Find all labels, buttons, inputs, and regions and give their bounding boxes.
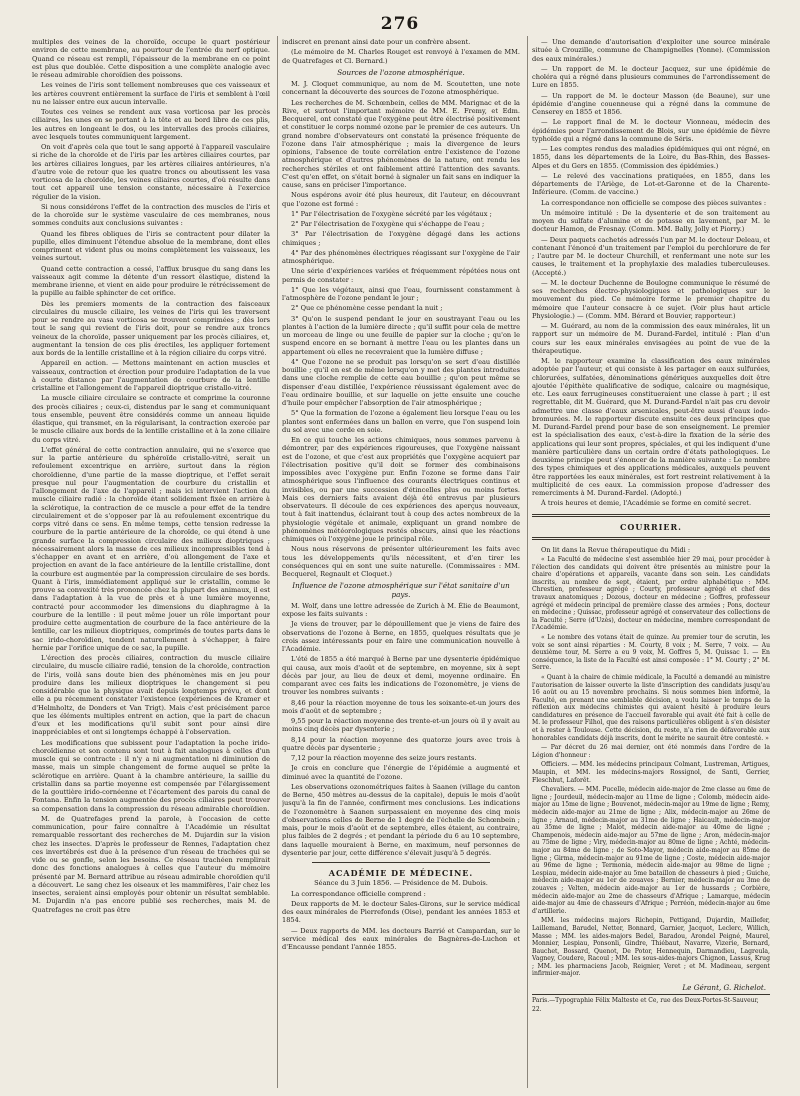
- column-1: [32, 38, 270, 1086]
- paragraph: M. le rapporteur examine la classification des eaux minérales adoptée par l'auteur, et qui consiste à les partager en eaux sulfurées, chlorurées, sulfatées, dénominations génériques auxquelles doit être ajoutée l'épithète qualificative de sodique, calcaire ou magnésique, etc. Les eaux ferrugineuses constitueraient une classe à part ; il est regrettable, dit M. Guérard, que M. Durand-Fardel n'ait pas cru devoir admettre une classe d'eaux arsenicales, peut-être aussi d'eaux iodo-bromurées. M. le rapporteur discute ensuite ces deux principes que M. Durand-Fardel prend pour base de son enseignement. Le premier est la spécialisation des eaux, c'est-à-dire la fixation de la série des applications qui leur sont propres, spéciales, et qui les indiquent d'une manière particulière dans un certain ordre d'états pathologiques. Le deuxième principe peut s'énoncer de la manière suivante : Le nombre des types chimiques et des applications médicales, auxquels peuvent être rapportées les eaux minérales, est fort restreint relativement à la multiplicité de ces eaux. La commission propose d'adresser des remerciments à M. Durand-Fardel. (Adopté.): [532, 357, 770, 497]
- paragraph: 8,46 pour la réaction moyenne de tous les soixante-et-un jours des mois d'août et de septembre ;: [282, 698, 520, 715]
- paragraph: Les observations ozonométriques faites à Saanen (village du canton de Berne, 450 mètres au-dessus de la capitale), depuis le mois d'août jusqu'à la fin de l'année, confirment mes conclusions. Les indications de l'ozonomètre à Saanen surpassaient en moyenne des cinq mois d'observations celles de Berne de 1 degré de l'échelle de Schœnbein ; mais, pour le mois d'août et de septembre, elles étaient, au contraire, plus faibles de 2 degrés ; et pendant la période du 6 au 10 septembre, dans laquelle mouraient à Berne, en maximum, neuf personnes de dysenterie par jour, cette différence s'élevait jusqu'à 5 degrés.: [282, 782, 520, 857]
- paragraph: M. de Quatrefages prend la parole, à l'occasion de cette communication, pour faire connaître à l'Académie un résultat remarquable ressortant des recherches de M. Dujardin sur la vision chez les insectes. D'après le professeur de Rennes, l'adaptation chez ces invertébrés est due à la présence d'un réseau de trachées qui se vide ou se gonfle, selon les besoins. Ce réseau trachéen remplirait donc des fonctions analogues à celles que l'auteur du mémoire présenté par M. Bernard attribue au réseau admirable choroïdien qu'il a découvert. Le sang chez les oiseaux et les mammifères, l'air chez les insectes, seraient ainsi employés pour obtenir un résultat semblable. M. Dujardin n'a pas encore publié ses recherches, mais M. de Quatrefages ne croit pas être: [32, 814, 270, 914]
- paragraph: 2° Par l'électrisation de l'oxygène qui s'échappe de l'eau ;: [291, 220, 485, 228]
- paragraph: À trois heures et demie, l'Académie se forme en comité secret.: [541, 499, 752, 508]
- paragraph: Nous espérons avoir été plus heureux, dit l'auteur, en découvrant que l'ozone est formé :: [282, 191, 520, 208]
- paragraph: Si nous considérons l'effet de la contraction des muscles de l'iris et de la choroïde sur le système vasculaire de ces membranes, nous sommes conduits aux conclusions suivantes :: [32, 202, 270, 228]
- section-rule: [532, 994, 770, 995]
- paragraph: 4° Que l'ozone ne se produit pas lorsqu'on se sert d'eau distillée bouillie ; qu'il en est de même lorsqu'on y met des plantes introduites dans une cloche remplie de cette eau bouillie ; qu'on peut même se dispenser d'eau distillée, l'expérience réussissant également avec de l'eau ordinaire bouillie, et sur laquelle on jette ensuite une couche d'huile pour empêcher l'absorption de l'air atmosphérique ;: [282, 357, 520, 407]
- paragraph: M. Wolf, dans une lettre adressée de Zurich à M. Élie de Beaumont, expose les faits suivants :: [282, 601, 520, 618]
- paragraph: 1° Par l'électrisation de l'oxygène sécrété par les végétaux ;: [291, 209, 492, 218]
- paragraph: — M. Guérard, au nom de la commission des eaux minérales, lit un rapport sur un mémoire de M. Durand-Fardel, intitulé : Plan d'un cours sur les eaux minérales envisagées au point de vue de la thérapeutique.: [532, 322, 770, 355]
- section-rule: [312, 862, 490, 863]
- paragraph: — Par décret du 26 mai dernier, ont été nommés dans l'ordre de la Légion d'honneur :: [532, 744, 770, 759]
- paragraph: L'été de 1855 a été marqué à Berne par une dysenterie épidémique qui causa, aux mois d'août et de septembre, en moyenne, six à sept décès par jour, au lieu de deux et demi, moyenne ordinaire. En comparant avec ces faits les indications de l'ozonomètre, je viens de trouver les nombres suivants :: [282, 655, 520, 697]
- paragraph: — Une demande d'autorisation d'exploiter une source minérale située à Crouzille, commune de Champignelles (Yonne). (Commission des eaux minérales.): [532, 38, 770, 63]
- paragraph: La correspondance non officielle se compose des pièces suivantes :: [541, 198, 767, 207]
- paragraph: Nous nous réservons de présenter ultérieurement les faits avec tous les développements qu'ils nécessitent, et d'en tirer les conséquences qui en sont une suite naturelle. (Commissaires : MM. Becquerel, Regnault et Cloquet.): [282, 545, 520, 578]
- section-heading-academy: ACADÉMIE DE MÉDECINE.: [328, 868, 474, 878]
- paragraph: — Les comptes rendus des maladies épidémiques qui ont régné, en 1855, dans les départements de la Loire, du Bas-Rhin, des Basses-Alpes et du Gers en 1855. (Commission des épidémies.): [532, 145, 770, 170]
- paragraph: Quand les fibres obliques de l'iris se contractent pour dilater la pupille, elles diminuent l'étendue absolue de la membrane, dont elles compriment et vident plus ou moins complètement les vaisseaux, les veines surtout.: [32, 229, 270, 263]
- paragraph: Un mémoire intitulé : De la dysenterie et de son traitement au moyen du sulfate d'alumine et de potasse en lavement, par M. le docteur Hamon, de Fresnay. (Comm. MM. Bally, Jolly et Piorry.): [532, 208, 770, 234]
- section-title: Sources de l'ozone atmosphérique.: [337, 67, 465, 77]
- paragraph: 1° Que les végétaux, ainsi que l'eau, fournissent constamment à l'atmosphère de l'ozone pendant le jour ;: [282, 285, 520, 302]
- paragraph: M. J. Cloquet communique, au nom de M. Scoutetten, une note concernant la découverte des sources de l'ozone atmosphérique.: [282, 80, 520, 97]
- section-heading-courrier: COURRIER.: [620, 521, 682, 532]
- paragraph: On voit d'après cela que tout le sang apporté à l'appareil vasculaire si riche de la choroïde et de l'iris par les artères ciliaires courtes, par les artères ciliaires longues, par les artères ciliaires antérieures, n'a d'autre voie de retour que les quatre troncs ou aboutissent les vasa vorticosa de la choroïde, les veines ciliaires courtes, d'où résulte dans tout cet appareil une tension constante, nécessaire à l'exercice régulier de la vision.: [32, 143, 270, 201]
- column-divider: [527, 36, 528, 1088]
- paragraph: multiples des veines de la choroïde, occupe le quart postérieur environ de cette membrane, au pourtour de l'entrée du nerf optique. Quand ce réseau est rempli, l'épaisseur de la membrane en ce point est plus que doublée. Cette disposition a une complète analogie avec le réseau admirable choroïdien des poissons.: [32, 38, 270, 79]
- paragraph: 9,55 pour la réaction moyenne des trente-et-un jours où il y avait au moins cinq décès par dysenterie ;: [282, 717, 520, 734]
- paragraph: « Quant à la chaire de chimie médicale, la Faculté a demandé au ministre l'autorisation de laisser ouverte la liste d'inscription des candidats jusqu'au 16 août ou au 15 novembre prochains. Si nous sommes bien informé, la Faculté, en prenant une semblable décision, a voulu laisser le temps de la réflexion aux médecins chimistes qui avaient hésité à produire leurs candidatures en présence de l'accueil favorable qui avait été fait à celle de M. le professeur Filhol, que des raisons particulières obligent à s'en désister et à rester à Toulouse. Cette décision, du reste, n'a rien de défavorable aux honorables candidats déjà inscrits, dont le mérite ne saurait être contesté. »: [532, 673, 770, 742]
- paragraph: 3° Qu'on le suspend pendant le jour en soustrayant l'eau ou les plantes à l'action de la lumière directe ; qu'il suffit pour cela de mettre un morceau de linge ou une feuille de papier sur la cloche ; qu'on le suspend encore en se bornant à mettre l'eau ou les plantes dans un appartement où elles ne recevraient que la lumière diffuse ;: [282, 314, 520, 356]
- paragraph: « La Faculté de médecine s'est assemblée hier 29 mai, pour procéder à l'élection des candidats qui doivent être présentés au ministre pour la chaire d'opérations et appareils, vacante dans son sein. Les candidats inscrits, au nombre de sept, étaient, par ordre alphabétique : MM. Chrestien, professeur agrégé ; Courty, professeur agrégé et chef des travaux anatomiques ; Dozous, docteur en médecine ; Goffres, professeur agrégé et médecin principal de première classe des armées ; Pons, docteur en médecine ; Quissac, professeur agrégé et conservateur des collections de la Faculté ; Serre (d'Uzès), docteur en médecine, membre correspondant de l'Académie.: [532, 556, 770, 632]
- paragraph: — Un rapport de M. le docteur Masson (de Beaune), sur une épidémie d'angine couenneuse qui a régné dans la commune de Censerey en 1855 et 1856.: [532, 91, 770, 116]
- paragraph: L'érection des procès ciliaires, contraction du muscle ciliaire circulaire, du muscle ciliaire radié, tension de la choroïde, contraction de l'iris, voilà sans doute bien des phénomènes mis en jeu pour produire dans les milieux dioptriques le changement si peu considérable que la physique avait depuis longtemps prévu, et dont elle a pu récemment constater l'existence (expériences de Kramer et d'Helmholtz, de Donders et Van Trigt). Mais c'est précisément parce que les éléments multiples entrent en action, que la part de chacun d'eux et les modifications qu'il subit sont pour ainsi dire inappréciables et ont si longtemps échappé à l'observation.: [32, 654, 270, 737]
- paragraph: On lit dans la Revue thérapeutique du Midi :: [541, 545, 691, 554]
- paragraph: Je viens de trouver, par le dépouillement que je viens de faire des observations de l'ozone à Berne, en 1855, quelques résultats que je crois assez intéressants pour en faire une communication nouvelle à l'Académie.: [282, 620, 520, 653]
- paragraph: Une série d'expériences variées et fréquemment répétées nous ont permis de constater :: [282, 267, 520, 284]
- section-rule: [532, 537, 770, 540]
- paragraph: Toutes ces veines se rendent aux vasa vorticosa par les procès ciliaires, les unes en se portant à la tête et au bord libre de ces plis, les autres en longeant le dos, ou les intervalles des procès ciliaires, avec lesquels toutes communiquent largement.: [32, 108, 270, 141]
- paragraph: Quand cette contraction a cessé, l'afflux brusque du sang dans les vaisseaux agit comme la détente d'un ressort élastique, distend la membrane irienne, et vient en aide pour produire le rétrécissement de la pupille au faible sphincter de cet orifice.: [32, 264, 270, 298]
- paragraph: Les veines de l'iris sont tellement nombreuses que ces vaisseaux et les artères couvrent entièrement la surface de l'iris et semblent à l'œil nu ne laisser entre eux aucun intervalle.: [32, 81, 270, 106]
- seance-line: Séance du 3 Juin 1856. — Présidence de M. Dubois.: [314, 879, 488, 888]
- paragraph: MM. les médecins majors Richepin, Pettigand, Dujardin, Maillefer, Laillemand, Barudel, Netter, Bonnard, Garnier, Jacquot, Leclerc, Willich, Masse ; MM. les aides-majors Bedel, Baradou, Arondel Peigné, Maurel, Monnier, Lespiau, Ponsonli, Gindre, Thiébaut, Navarre, Vizerie, Bernard, Bauchet, Bossard, Quenot, De Potor, Hennequin, Darmandieu, Lagreula, Vagney, Coudere, Racoul ; MM. les sous-aides-majors Chignon, Lassus, Krug ; MM. les pharmaciens Jacob, Reignier, Veret ; et M. Madineau, sergent infirmier-major.: [532, 917, 770, 978]
- section-rule: [532, 514, 770, 517]
- paragraph: Je crois en conclure que l'énergie de l'épidémie a augmenté et diminué avec la quantité de l'ozone.: [282, 764, 520, 781]
- paragraph: La correspondance officielle comprend :: [291, 889, 426, 898]
- paragraph: 2° Que ce phénomène cesse pendant la nuit ;: [291, 304, 443, 313]
- paragraph: 4° Par des phénomènes électriques réagissant sur l'oxygène de l'air atmosphérique.: [282, 248, 520, 265]
- paragraph: Les modifications que subissent pour l'adaptation la poche irido-choroïdienne et son contenu sont tout à fait analogues à celles d'un muscle qui se contracte : il n'y a ni augmentation ni diminution de masse, mais un simple changement de forme auquel se prête la sclérotique en arrière. Quant à la chambre antérieure, la saillie du cristallin dans sa partie moyenne est compensée par l'élargissement de la gouttière irido-cornéenne et l'écartement des parois du canal de Fontana. Enfin la tension augmentée des procès ciliaires peut trouver sa compensation dans la compression du réseau admirable choroïdien.: [32, 738, 270, 813]
- column-2: [282, 38, 520, 1086]
- paragraph: La muscle ciliaire circulaire se contracte et comprime la couronne des procès ciliaires ; ceux-ci, distendus par le sang et communiquant tous ensemble, peuvent être considérés comme un anneau liquide élastique, qui transmet, en la régularisant, la contraction exercée par le muscle ciliaire aux bords de la lentille cristalline et à la zone ciliaire du corps vitré.: [32, 394, 270, 444]
- courrier-body: [532, 556, 770, 978]
- paragraph: 8,14 pour la réaction moyenne des quatorze jours avec trois à quatre décès par dysenterie ;: [282, 735, 520, 752]
- paragraph: — Deux rapports de MM. les docteurs Barrié et Campardan, sur le service médical des eaux minérales de Bagnères-de-Luchon et d'Encausse pendant l'année 1855.: [282, 926, 520, 951]
- paragraph: indiscret en prenant ainsi date pour un confrère absent.: [282, 38, 471, 46]
- paragraph: — Un rapport de M. le docteur Jacquez, sur une épidémie de choléra qui a régné dans plusieurs communes de l'arrondissement de Lure en 1855.: [532, 64, 770, 90]
- paragraph: — M. le docteur Duchenne de Boulogne communique le résumé de ses recherches électro-physiologiques et pathologiques sur le mouvement du pied. Ce mémoire forme le premier chapitre du mémoire que l'auteur consacre à ce sujet. (Voir plus haut article Physiologie.) — (Comm. MM. Bérard et Bouvier, rapporteur.): [532, 278, 770, 320]
- paragraph: En ce qui touche les actions chimiques, nous sommes parvenu à démontrer, par des expériences rigoureuses, que l'oxygène naissant est de l'ozone, et que c'est aux propriétés que l'oxygène acquiert par l'électrisation positive qu'il doit se former des combinaisons impossibles avec l'oxygène pur. Enfin l'ozone se forme dans l'air atmosphérique sous l'influence des courants électriques continus et invisibles, ou par une succession d'étincelles plus ou moins fortes. Mais ces derniers faits avaient déjà été entrevus par plusieurs observateurs. Il découle de ces expériences des aperçus nouveaux, tout à fait inattendus, éclairant tout à coup des actes nombreux de la physiologie végétale et animale, expliquant un grand nombre de phénomènes météorologiques restés obscurs, ainsi que les réactions chimiques où l'oxygène joue le principal rôle.: [282, 436, 520, 543]
- column-divider: [277, 36, 278, 1088]
- paragraph: « Le nombre des votans était de quinze. Au premier tour de scrutin, les voix se sont ainsi réparties : M. Courty, 8 voix ; M. Serre, 7 voix. — Au deuxième tour, M. Serre a eu 9 voix, M. Goffres 5, M. Quissac 1. — En conséquence, la liste de la Faculté est ainsi composée : 1° M. Courty ; 2° M. Serre.: [532, 633, 770, 672]
- page-number: 276: [380, 14, 420, 34]
- paragraph: Les recherches de M. Schœnbein, celles de MM. Marignac et de la Rive, et surtout l'important mémoire de MM. E. Fremy, et Edm. Becquerel, ont constaté que l'oxygène peut être électrisé positivement et constituer le corps nommé ozone par le premier de ces auteurs. Un grand nombre d'observateurs ont constaté la présence fréquente de l'ozone dans l'air atmosphérique ; mais la divergence de leurs opinions, l'absence de toute corrélation entre l'existence de l'ozone atmosphérique et d'autres phénomènes de la nature, ont rendu les recherches stériles et ont faiblement attiré l'attention des savants. C'est qu'en effet, on s'était borné à signaler un fait sans en indiquer la cause, sans en préciser l'importance.: [282, 98, 520, 189]
- section-title: Influence de l'ozone atmosphérique sur l'état sanitaire d'un pays.: [292, 581, 510, 599]
- paragraph: 5° Que la formation de l'ozone a également lieu lorsque l'eau ou les plantes sont enfermées dans un ballon en verre, que l'on suspend loin du sol avec une corde en soie.: [282, 409, 520, 434]
- paragraph: — Le relevé des vaccinations pratiquées, en 1855, dans les départements de l'Ariège, de Lot-et-Garonne et de la Charente-Inférieure. (Comm. de vaccine.): [532, 171, 770, 197]
- paragraph: Deux rapports de M. le docteur Sales-Girons, sur le service médical des eaux minérales de Pierrefonds (Oise), pendant les années 1853 et 1854.: [282, 899, 520, 925]
- printer-line: Paris.—Typographie Félix Malteste et Ce, rue des Deux-Portes-St-Sauveur, 22.: [532, 997, 759, 1013]
- paragraph: Officiers. — MM. les médecins principaux Colmant, Lustreman, Artigues, Maupin, et MM. les médecins-majors Rossignol, de Santi, Gerrier, Fleschhut, Laforêt.: [532, 761, 770, 784]
- gerant-signature: Le Gérant, G. Richelot.: [682, 983, 766, 993]
- paragraph: Dès les premiers moments de la contraction des faisceaux circulaires du muscle ciliaire, les veines de l'iris qui les traversent pour se rendre au vasa vorticosa se trouvent comprimées ; dès lors tout le sang qui revient de l'iris doit, pour se rendre aux troncs veineux de la choroïde, passer uniquement par les procès ciliaires, et, augmentant la tension de ces plis érectiles, les appliquer fortement aux bords de la lentille cristalline et à la région ciliaire du corps vitré.: [32, 299, 270, 357]
- paragraph: L'effet général de cette contraction annulaire, qui ne s'exerce que sur la partie antérieure du sphéroïde cristallo-vitré, serait un refoulement excentrique en arrière, surtout dans la région choroïdienne, d'une partie de la masse dioptrique, et l'effet serait presque nul pour l'augmentation de courbure du cristallin et l'allongement de l'axe de l'appareil ; mais ici intervient l'action du muscle ciliaire radié : la choroïde étant solidement fixée en arrière à la sclérotique, la contraction de ce muscle a pour effet de la tendre circulairement et de s'opposer par là au refoulement excentrique du corps vitré dans ce sens. En même temps, cette tension redresse la courbure de la partie antérieure de la choroïde, ce qui étend à une grande surface la compression circulaire des milieux dioptriques ; nécessairement alors la masse de ces milieux incompressibles tend à s'échapper en avant et en arrière, d'où allongement de l'axe et projection en avant de la face antérieure de la lentille cristalline, dont la courbure est augmentée par la compression circulaire de ses bords. Quant à l'iris, immédiatement appliqué sur le cristallin, comme le prouve sa convexité très prononcée chez la plupart des animaux, il est dans l'adaptation à la vue de près et à une lumière moyenne, contracté pour accommoder les dimensions du diaphragme à la courbure de la lentille : il peut même jouer un rôle important pour produire cette augmentation de courbure de la face antérieure de la lentille, car les milieux dioptriques, comprimés de toutes parts dans le sac irido-choroïdien, tendent naturellement à s'échapper, à faire hernie par l'orifice unique de ce sac, la pupille.: [32, 445, 270, 652]
- paragraph: (Le mémoire de M. Charles Rouget est renvoyé à l'examen de MM. de Quatrefages et Cl. Bernard.): [282, 48, 520, 65]
- paragraph: 3° Par l'électrisation de l'oxygène dégagé dans les actions chimiques ;: [282, 230, 520, 247]
- paragraph: — Deux paquets cachetés adressés l'un par M. le docteur Deleau, et contenant l'énoncé d'un traitement par l'emploi du perchlorure de fer ; l'autre par M. le docteur Churchill, et renfermant une note sur les causes, le traitement et la prophylaxie des maladies tuberculeuses. (Accepté.): [532, 235, 770, 277]
- paragraph: 7,12 pour la réaction moyenne des seize jours restants.: [291, 754, 477, 762]
- paragraph: Chevaliers. — MM. Pucelle, médecin aide-major de 2me classe au 6me de ligne ; Jourdeuil, médecin-major au 11me de ligne ; Colomb, médecin aide-major au 15me de ligne ; Bouvenot, médecin-major au 19me de ligne ; Remy, médecin aide-major au 21me de ligne ; Alix, médecin-major au 26me de ligne ; Arnaud, médecin-major au 31me de ligne ; Haicault, médecin-major au 35me de ligne ; Malot, médecin aide-major au 40me de ligne ; Champenois, médecin aide-major au 57me de ligne ; Aron, médecin-major au 75me de ligne ; Viry, médecin-major au 80me de ligne ; Achté, médecin-major au 84me de ligne ; de Soto-Mayor, médecin aide-major au 85me de ligne ; Girma, médecin-major au 91me de ligne ; Coste, médecin aide-major au 96me de ligne ; Termonia, médecin aide-major au 98me de ligne ; Lespiau, médecin aide-major au 5me bataillon de chasseurs à pied ; Guiche, médecin aide-major au 1er de zouaves ; Bernier, médecin-major au 3me de zouaves ; Velten, médecin aide-major au 1er de hussards ; Corbière, médecin aide-major au 2me de chasseurs d'Afrique ; Lamarque, médecin aide-major au 4me de chasseurs d'Afrique ; Perréon, médecin-major au 6me d'artillerie.: [532, 786, 770, 915]
- column-3: [532, 38, 770, 1086]
- paragraph: — Le rapport final de M. le docteur Vionneau, médecin des épidémies pour l'arrondissement de Blois, sur une épidémie de fièvre typhoïde qui a régné dans la commune de Séris.: [532, 118, 770, 143]
- paragraph: Appareil en action. — Mettons maintenant en action muscles et vaisseaux, contraction et érection pour produire l'adaptation de la vue à courte distance par l'augmentation de courbure de la lentille cristalline et l'allongement de l'appareil dioptrique cristallo-vitré.: [32, 359, 270, 392]
